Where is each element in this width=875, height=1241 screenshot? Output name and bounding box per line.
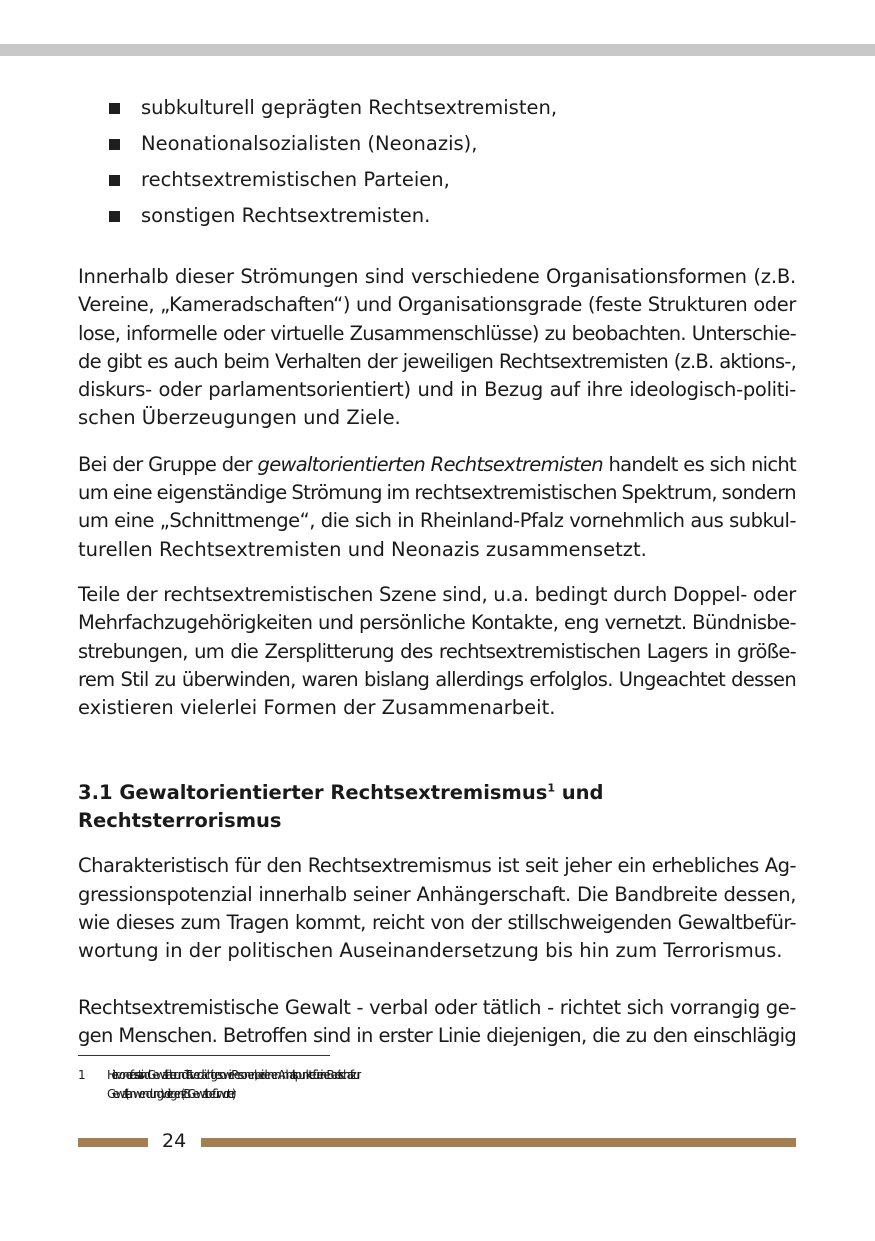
emphasis-term: gewaltorientierten Rechtsextremisten xyxy=(257,452,603,476)
square-bullet-icon xyxy=(109,211,120,222)
page-number: 24 xyxy=(162,1130,187,1152)
page-number-bar-right xyxy=(201,1138,796,1147)
footnote: 1 Hiervon erfasst sind Gewalttäter und Tatverdächtige sowie Personen, bei denen Anhaltspunkte für eine Bereitschaft zur Gewalt(-anwendung) vorliegen (z.B. Gewaltbefürworter). xyxy=(78,1068,358,1101)
page-body xyxy=(78,90,796,1050)
top-gray-bar xyxy=(0,44,875,56)
square-bullet-icon xyxy=(109,103,120,114)
list-item: rechtsextremistischen Parteien, xyxy=(78,162,796,198)
footnote-marker: 1 xyxy=(547,781,555,795)
bullet-list xyxy=(78,90,796,234)
paragraph-violence-oriented-group: Bei der Gruppe der gewaltorientierten Rechtsextremisten handelt es sich nicht um eine eigenständige Strömung im rechtsextremistischen Spektrum, sondern um eine „Schnittmenge“, die sich in Rheinland-Pfalz vornehmlich aus subkul- turellen Rechtsextremisten und Neonazis zusammensetzt. xyxy=(78,452,796,561)
section-heading: 3.1 Gewaltorientierter Rechtsextremismus$^1$ und Rechtsterrorismus xyxy=(78,781,604,833)
list-item: subkulturell geprägten Rechtsextremisten, xyxy=(78,90,796,126)
list-item: Neonationalsozialisten (Neonazis), xyxy=(78,126,796,162)
footnote-divider xyxy=(78,1055,330,1056)
paragraph-organisation-forms: Innerhalb dieser Strömungen sind verschiedene Organisationsformen (z.B. Vereine, „Kameradschaften“) und Organisationsgrade (feste Strukturen oder lose, informelle oder virtuelle Zusammenschlüsse) zu beobachten. Unterschie- de gibt es auch beim Verhalten der jeweiligen Rechtsextremisten (z.B. aktions-, diskurs- oder parlamentsorientiert) und in Bezug auf ihre ideologisch-politi- schen Überzeugungen und Ziele. xyxy=(78,265,796,430)
paragraph-aggression-potential: Charakteristisch für den Rechtsextremismus ist seit jeher ein erhebliches Ag- gressionspotenzial innerhalb seiner Anhängerschaft. Die Bandbreite dessen, wie dieses zum Tragen kommt, reicht von der stillschweigenden Gewaltbefür- wortung in der politischen Auseinandersetzung bis hin zum Terrorismus. xyxy=(78,854,796,963)
square-bullet-icon xyxy=(109,175,120,186)
paragraph-violence-targets: Rechtsextremistische Gewalt - verbal oder tätlich - richtet sich vorrangig ge- gen Menschen. Betroffen sind in erster Linie diejenigen, die zu den einschlägig xyxy=(78,995,796,1047)
page-number-bar-left xyxy=(78,1138,148,1147)
square-bullet-icon xyxy=(109,139,120,150)
footnote-number: 1 xyxy=(78,1068,86,1082)
list-item: sonstigen Rechtsextremisten. xyxy=(78,198,796,234)
paragraph-scene-network: Teile der rechtsextremistischen Szene sind, u.a. bedingt durch Doppel- oder Mehrfachzugehörigkeiten und persönliche Kontakte, eng vernetzt. Bündnisbe- strebungen, um die Zersplitterung des rechtsextremistischen Lagers in größe- rem Stil zu überwinden, waren bislang allerdings erfolglos. Ungeachtet dessen existieren vielerlei Formen der Zusammenarbeit. xyxy=(78,582,796,720)
